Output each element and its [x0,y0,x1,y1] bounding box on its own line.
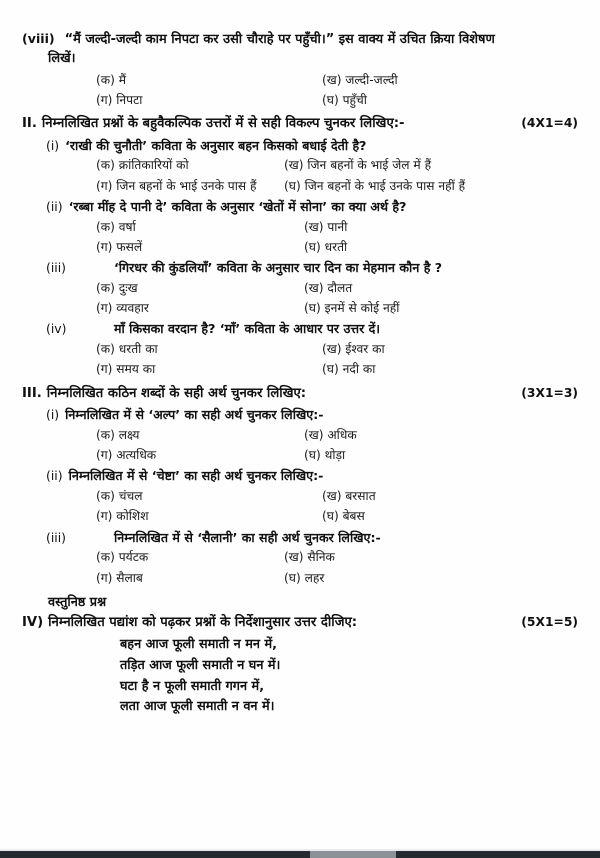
option-gha[interactable]: (घ) लहर [284,570,325,585]
option-ga[interactable]: (ग) जिन बहनों के भाई उनके पास हैं [96,178,257,193]
option-ga[interactable]: (ग) निपटा [96,93,143,108]
option-ka[interactable]: (क) मैं [96,72,127,87]
section-ii-question-ii-text: ‘रब्बा मींह दे पानी दे’ कविता के अनुसार ‘खेतों में सोना’ का क्या अर्थ है? [68,199,407,215]
poem-line: लता आज फूली समाती न वन में। [120,699,275,715]
section-iii-question-iii-text: निम्नलिखित में से ‘सैलानी’ का सही अर्थ चुनकर लिखिए:- [114,529,381,545]
section-ii-question-iv [22,320,578,338]
option-kha[interactable]: (ख) पानी [304,219,348,234]
question-viii-text-line2: लिखें। [48,51,76,67]
section-ii-q4-options-row-1 [22,340,578,358]
section-iii-label: III. [22,385,42,401]
section-ii-q4-options-row-2 [22,360,578,378]
option-ka[interactable]: (क) चंचल [96,489,143,503]
section-ii-question-i-text: ‘राखी की चुनौती’ कविता के अनुसार बहन किसको बधाई देती है? [65,137,367,153]
section-ii-question-iii-text: ‘गिरधर की कुंडलियाँ’ कविता के अनुसार चार दिन का मेहमान कौन है ? [114,260,443,276]
section-ii-q1-options-row-1 [22,156,578,174]
section-ii-question-iii [22,259,578,277]
section-ii-q1-options-row-2 [22,177,578,195]
section-iii-question-i-number: (i) [46,407,60,423]
section-ii-question-i [22,137,578,155]
poem-line: बहन आज फूली समाती न मन में, [120,637,277,653]
section-iii-q2-options-row-2 [22,507,578,525]
option-ga[interactable]: (ग) अत्यधिक [96,448,157,463]
option-kha[interactable]: (ख) अधिक [304,427,357,442]
option-kha[interactable]: (ख) दौलत [304,280,353,295]
section-iii-title: निम्नलिखित कठिन शब्दों के सही अर्थ चुनकर लिखिए: [46,385,307,401]
option-kha[interactable]: (ख) सैनिक [284,550,335,565]
section-iii-question-i-text: निम्नलिखित में से ‘अल्प’ का सही अर्थ चुनकर लिखिए:- [65,407,324,423]
option-gha[interactable]: (घ) धरती [304,239,348,254]
section-iii-q3-options-row-1 [22,548,578,566]
option-gha[interactable]: (घ) इनमें से कोई नहीं [304,301,400,316]
option-kha[interactable]: (ख) जिन बहनों के भाई जेल में हैं [284,158,432,173]
section-iii-q1-options-row-1 [22,426,578,444]
section-ii-question-ii [22,198,578,216]
section-iii-marks: (3X1=3) [521,385,578,400]
section-ii-header [22,115,578,133]
section-iv-marks: (5X1=5) [521,614,578,629]
section-iii-q3-options-row-2 [22,569,578,587]
section-ii-q3-options-row-2 [22,299,578,317]
option-ga[interactable]: (ग) फसलें [96,239,143,254]
section-ii-marks: (4X1=4) [521,116,578,131]
option-ka[interactable]: (क) वर्षा [96,219,136,234]
option-ga[interactable]: (ग) व्यवहार [96,301,149,316]
question-viii-options-row-1 [22,71,578,89]
option-gha[interactable]: (घ) बेबस [322,509,365,524]
section-iv-title: निम्नलिखित पद्यांश को पढ़कर प्रश्नों के निर्देशानुसार उत्तर दीजिए: [48,614,358,630]
option-gha[interactable]: (घ) थोड़ा [304,448,346,463]
option-ka[interactable]: (क) दुःख [96,280,138,295]
section-ii-question-iv-number: (iv) [46,321,67,337]
section-iv-header [22,614,578,632]
section-iii-q2-options-row-1 [22,487,578,505]
section-iv-label: IV) [22,614,44,630]
section-ii-title: निम्नलिखित प्रश्नों के बहुवैकल्पिक उत्तरों में से सही विकल्प चुनकर लिखिए:- [41,116,405,132]
bottom-chrome-bar [0,851,600,858]
option-ka[interactable]: (क) लक्ष्य [96,427,140,442]
section-iii-q1-options-row-2 [22,446,578,464]
option-ga[interactable]: (ग) सैलाब [96,570,143,585]
option-ka[interactable]: (क) पर्यटक [96,550,149,565]
option-gha[interactable]: (घ) पहुँची [322,93,367,108]
question-viii [22,30,578,49]
option-kha[interactable]: (ख) जल्दी-जल्दी [322,72,398,87]
option-kha[interactable]: (ख) ईश्वर का [322,342,385,357]
objective-questions-heading: वस्तुनिष्ठ प्रश्न [48,594,107,610]
option-ga[interactable]: (ग) समय का [96,362,156,377]
question-viii-number: (viii) [22,31,55,46]
option-ga[interactable]: (ग) कोशिश [96,509,149,524]
section-ii-question-ii-number: (ii) [46,199,63,215]
poem-passage [22,635,578,718]
question-viii-text: “मैं जल्दी-जल्दी काम निपटा कर उसी चौराहे पर पहुँची।” इस वाक्य में उचित क्रिया विशेषण [64,32,495,47]
section-iii-header [22,385,578,403]
option-ka[interactable]: (क) धरती का [96,342,158,357]
option-kha[interactable]: (ख) बरसात [322,489,376,503]
section-ii-q2-options-row-1 [22,218,578,236]
section-ii-q2-options-row-2 [22,238,578,256]
poem-line: तड़ित आज फूली समाती न घन में। [120,657,281,673]
poem-line: घटा है न फूली समाती गगन में, [120,678,265,694]
section-iii-question-ii-text: निम्नलिखित में से ‘चेष्टा’ का सही अर्थ चुनकर लिखिए:- [68,468,324,484]
option-gha[interactable]: (घ) नदी का [322,362,376,377]
section-ii-q3-options-row-1 [22,279,578,297]
section-iii-question-iii-number: (iii) [46,529,66,545]
option-ka[interactable]: (क) क्रांतिकारियों को [96,158,189,173]
option-gha[interactable]: (घ) जिन बहनों के भाई उनके पास नहीं हैं [284,178,466,193]
section-iii-question-i [22,406,578,424]
bottom-chrome-bar-highlight [310,851,396,858]
section-ii-question-iii-number: (iii) [46,260,66,276]
section-ii-label: II. [22,116,37,132]
section-ii-question-i-number: (i) [46,137,60,153]
section-iii-question-ii-number: (ii) [46,468,63,484]
section-ii-question-iv-text: माँ किसका वरदान है? ‘माँ’ कविता के आधार पर उत्तर दें। [114,321,381,337]
question-viii-options-row-2 [22,91,578,109]
section-iii-question-ii [22,467,578,485]
section-iii-question-iii [22,529,578,547]
